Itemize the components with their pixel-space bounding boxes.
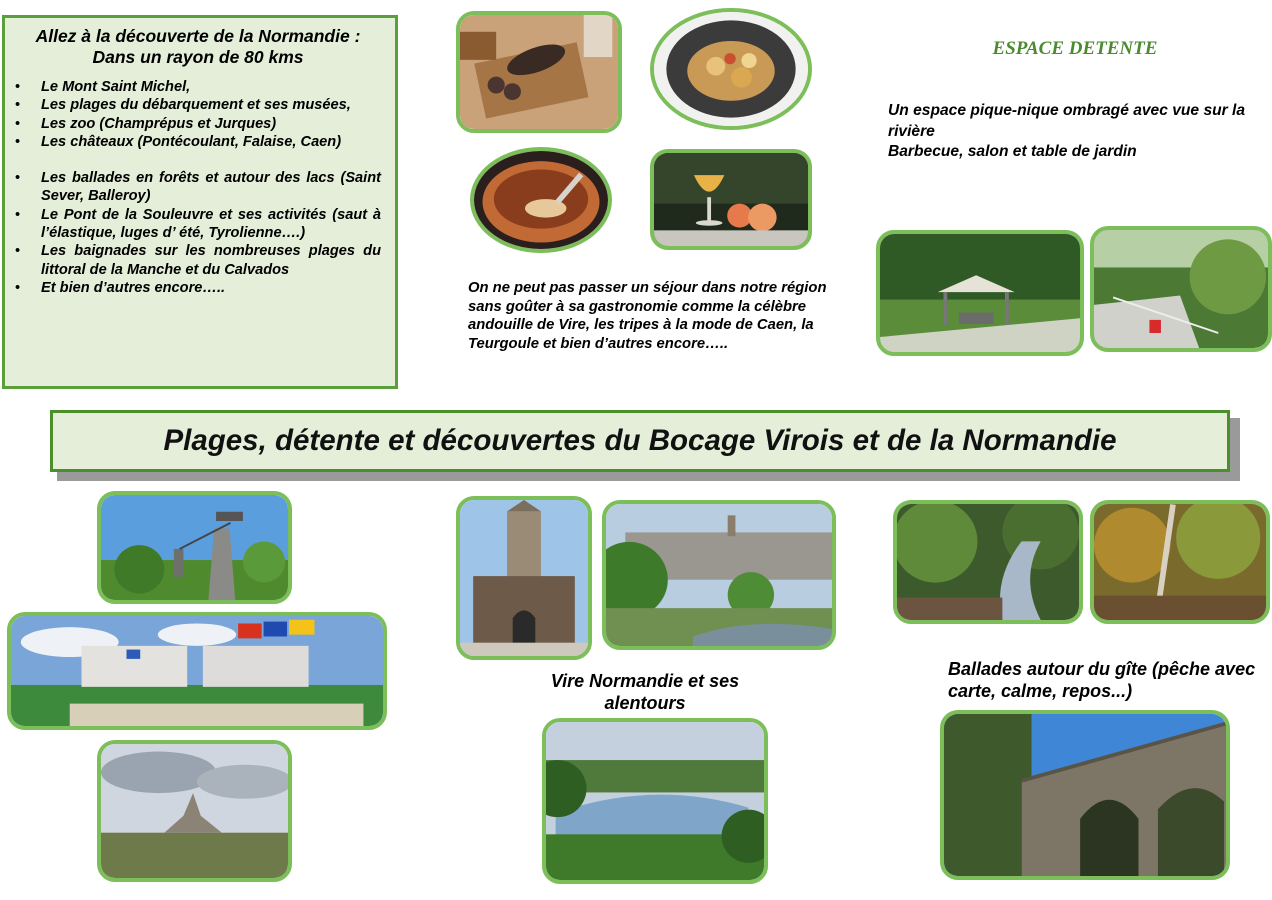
- mont-saint-michel-photo: [97, 740, 292, 882]
- river-view-photo: [1090, 226, 1272, 352]
- espace-line-1: Un espace pique-nique ombragé avec vue sur la rivière: [888, 102, 1246, 140]
- banner: [50, 410, 1230, 472]
- cidre-photo: [650, 149, 812, 250]
- list-item: • Le Pont de la Souleuvre et ses activités (saut à l’élastique, luges d’ été, Tyrolienne….): [41, 206, 381, 243]
- discover-title: Allez à la découverte de la Normandie : Dans un rayon de 80 kms: [35, 26, 361, 67]
- lake-view-photo: [542, 718, 768, 884]
- espace-detente-title: ESPACE DETENTE: [992, 38, 1158, 59]
- viaduc-souleuvre-photo: [97, 491, 292, 604]
- vire-caption: Vire Normandie et ses alentours: [550, 671, 740, 713]
- list-item: • Et bien d’autres encore…..: [41, 279, 381, 297]
- list-item: • Les plages du débarquement et ses musées,: [41, 96, 381, 114]
- banner-title: Plages, détente et découvertes du Bocage Virois et de la Normandie: [163, 424, 1117, 457]
- stone-bridge-photo: [940, 710, 1230, 880]
- river-stream-photo: [893, 500, 1083, 624]
- gastronomy-text: On ne peut pas passer un séjour dans notre région sans goûter à sa gastronomie comme la célèbre andouille de Vire, les tripes à la mode de Caen, la Teurgoule et bien d’autres encore…..: [468, 280, 827, 352]
- list-item: • Le Mont Saint Michel,: [41, 78, 381, 96]
- vire-clock-tower-photo: [456, 496, 592, 660]
- tripes-photo: [650, 8, 812, 130]
- memorial-caen-photo: [7, 612, 387, 730]
- andouille-photo: [456, 11, 622, 133]
- discover-normandy-box: [2, 15, 398, 389]
- list-item: • Les ballades en forêts et autour des lacs (Saint Sever, Balleroy): [41, 169, 381, 206]
- espace-detente-text: [888, 101, 1260, 163]
- list-item: • Les baignades sur les nombreuses plages du littoral de la Manche et du Calvados: [41, 242, 381, 279]
- ballades-caption: Ballades autour du gîte (pêche avec carte, calme, repos...): [948, 659, 1256, 701]
- list-item: • Les châteaux (Pontécoulant, Falaise, Caen): [41, 133, 381, 151]
- discover-list: [15, 78, 381, 297]
- autumn-forest-photo: [1090, 500, 1270, 624]
- picnic-gazebo-photo: [876, 230, 1084, 356]
- vire-town-view-photo: [602, 500, 836, 650]
- espace-line-2: Barbecue, salon et table de jardin: [888, 143, 1137, 160]
- list-item: • Les zoo (Champrépus et Jurques): [41, 115, 381, 133]
- teurgoule-photo: [470, 147, 612, 253]
